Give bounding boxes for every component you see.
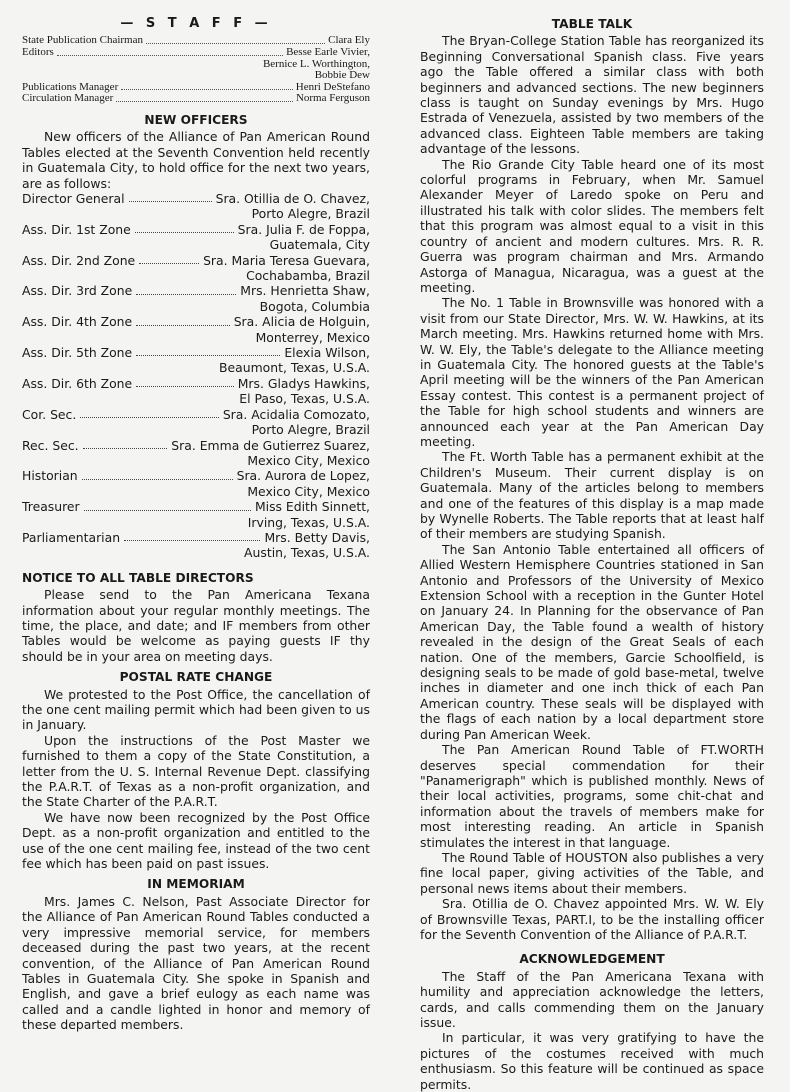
staff-label: Editors — [22, 46, 54, 58]
officer-location: Porto Alegre, Brazil — [251, 206, 370, 222]
leader-dots — [129, 201, 212, 202]
staff-label: Circulation Manager — [22, 92, 114, 105]
officer-row — [22, 314, 370, 329]
leader-dots — [146, 43, 325, 44]
officer-name: Mrs. Gladys Hawkins, — [237, 375, 370, 391]
right-column — [420, 0, 764, 1092]
staff-label: State Publication Chairman — [22, 34, 143, 47]
officer-office: Ass. Dir. 3rd Zone — [22, 283, 133, 299]
leader-dots — [116, 101, 293, 102]
table-talk-paragraph: The No. 1 Table in Brownsville was honored with a visit from our State Director, Mrs. W. W. Hawkins, at its March meeting. Mrs. Hawkins returned home with Mrs. W. W. Ely, the Table's delegate to the Alliance meeting in Guatemala City. The honored guests at the Table's April meeting will be the winners of the Pan American Essay contest. This contest is a permanent project of the Table for high school students and winners are announced each year at the Pan American Day meeting. — [420, 295, 764, 449]
leader-dots — [84, 510, 251, 511]
officer-location: Porto Alegre, Brazil — [251, 422, 370, 438]
officer-row — [22, 438, 370, 453]
new-officers-intro: New officers of the Alliance of Pan American Round Tables elected at the Seventh Convention held recently in Guatemala City, to hold office for the next two years, are as follows: — [22, 129, 370, 191]
table-talk-paragraph: The Bryan-College Station Table has reorganized its Beginning Conversational Spanish class. Five years ago the Table offered a similar class with both beginners and advanced sections. The new beginners class is taught on Sunday evenings by Mrs. Hugo Estrada of Venezuela, assisted by two members of the advanced class. Eighteen Table members are taking advantage of the lessons. — [420, 33, 764, 157]
officer-office: Ass. Dir. 5th Zone — [22, 345, 133, 361]
officer-name: Sra. Julia F. de Foppa, — [237, 221, 370, 237]
table-talk-paragraph: The Rio Grande City Table heard one of its most colorful programs in February, when Mr. Samuel Alexander Meyer of Laredo spoke on Peru and illustrated his talk with color slides. The members felt that this program was almost equal to a visit in this country of ancient and modern cultures. Mrs. R. R. Guerra was program chairman and Mrs. Armando Astorga of Managua, Nicaragua, was a guest at the meeting. — [420, 156, 764, 295]
officer-office: Cor. Sec. — [22, 406, 77, 422]
officer-name: Sra. Acidalia Comozato, — [222, 406, 370, 422]
officer-office: Ass. Dir. 4th Zone — [22, 314, 133, 330]
leader-dots — [136, 355, 280, 356]
officer-location: Austin, Texas, U.S.A. — [244, 545, 370, 561]
officer-row — [22, 499, 370, 514]
notice-text: Please send to the Pan Americana Texana information about your regular monthly meetings. The time, the place, and date; and IF members from other Tables would be welcome as paying guests IF thy should be in your area on meeting days. — [22, 587, 370, 664]
staff-block — [22, 35, 370, 105]
officer-row — [22, 253, 370, 268]
acknowledgement-paragraph: The Staff of the Pan Americana Texana with humility and appreciation acknowledge the letters, cards, and calls commending them on the January issue. — [420, 968, 764, 1030]
staff-row — [22, 47, 370, 59]
postal-paragraph: We have now been recognized by the Post Office Dept. as a non-profit organization and entitled to the use of the one cent mailing fee, instead of the two cent fee which has been paid on past issues. — [22, 809, 370, 872]
table-talk-paragraph: Sra. Otillia de O. Chavez appointed Mrs. W. W. Ely of Brownsville Texas, PART.I, to be the installing officer for the Seventh Convention of the Alliance of P.A.R.T. — [420, 896, 764, 942]
officer-row — [22, 376, 370, 391]
officer-name: Mrs. Betty Davis, — [264, 529, 370, 545]
staff-label: Publications Manager — [22, 80, 119, 93]
table-talk-heading: TABLE TALK — [551, 17, 633, 31]
officer-name: Elexia Wilson, — [284, 345, 370, 361]
officer-location: Monterrey, Mexico — [255, 329, 370, 345]
staff-extra-name: Bernice L. Worthington, — [262, 57, 370, 70]
staff-heading: — S T A F F — — [120, 16, 272, 31]
officer-office: Parliamentarian — [22, 529, 121, 545]
table-talk-paragraph: The San Antonio Table entertained all officers of Allied Western Hemisphere Countries stationed in San Antonio and Professors of the University of Mexico Extension School with a reception in the Gunter Hotel on January 24. In Planning for the observance of Pan American Day, the Table found a wealth of history revealed in the design of the Great Seals of each nation. One of the members, Garcie Schoolfield, is designing seals to be made of gold base-metal, twelve inches in diameter and one inch thick of each Pan American country. These seals will be displayed with the flags of each nation by a local department store during Pan American Week. — [420, 541, 764, 742]
table-talk-paragraph: The Pan American Round Table of FT.WORTH deserves special commendation for their "Panamerigraph" which is published monthly. News of their local activities, programs, some chit-chat and information about the travels of members make for most interesting reading. An article in Spanish stimulates the interest in that language. — [420, 742, 764, 850]
officer-row — [22, 530, 370, 545]
officer-location: Beaumont, Texas, U.S.A. — [219, 360, 370, 376]
officer-name: Sra. Maria Teresa Guevara, — [203, 252, 370, 268]
notice-heading: NOTICE TO ALL TABLE DIRECTORS — [22, 570, 254, 585]
officer-name: Sra. Aurora de Lopez, — [236, 468, 370, 484]
officer-location: El Paso, Texas, U.S.A. — [239, 391, 370, 407]
officer-office: Rec. Sec. — [22, 437, 79, 453]
leader-dots — [80, 417, 219, 418]
leader-dots — [82, 479, 233, 480]
postal-paragraph: We protested to the Post Office, the cancellation of the one cent mailing permit which had been given to us in January. — [22, 686, 370, 733]
memoriam-text: Mrs. James C. Nelson, Past Associate Director for the Alliance of Pan American Round Tables conducted a very impressive memorial service, for members deceased during the past two years, at the recent convention, of the Alliance of Pan American Round Tables in Guatemala City. She spoke in Spanish and English, and gave a brief eulogy as each name was called and a candle lighted in honor and memory of these departed members. — [22, 893, 370, 1033]
left-column — [22, 0, 370, 1033]
officer-name: Sra. Emma de Gutierrez Suarez, — [171, 437, 370, 453]
leader-dots — [136, 386, 234, 387]
memoriam-heading: IN MEMORIAM — [147, 877, 245, 892]
officer-name: Mrs. Henrietta Shaw, — [240, 283, 370, 299]
officer-office: Historian — [22, 468, 78, 484]
officer-location: Mexico City, Mexico — [247, 452, 370, 468]
officer-row — [22, 468, 370, 483]
staff-row — [22, 93, 370, 105]
staff-name: Norma Ferguson — [295, 92, 370, 105]
postal-heading: POSTAL RATE CHANGE — [119, 670, 273, 685]
leader-dots — [124, 540, 260, 541]
leader-dots — [136, 294, 236, 295]
leader-dots — [83, 448, 168, 449]
officer-office: Treasurer — [22, 499, 80, 515]
officer-office: Ass. Dir. 6th Zone — [22, 375, 133, 391]
leader-dots — [136, 325, 230, 326]
officers-list — [22, 191, 370, 561]
acknowledgement-paragraph: In particular, it was very gratifying to have the pictures of the costumes received with much enthusiasm. So this feature will be continued as space permits. — [420, 1030, 764, 1092]
officer-row — [22, 283, 370, 298]
officer-row — [22, 407, 370, 422]
staff-extra-name: Bobbie Dew — [314, 69, 370, 82]
staff-name: Clara Ely — [328, 34, 370, 47]
new-officers-heading: NEW OFFICERS — [144, 112, 248, 127]
officer-office: Ass. Dir. 2nd Zone — [22, 252, 136, 268]
staff-name: Henri DeStefano — [295, 80, 370, 93]
leader-dots — [121, 89, 293, 90]
officer-location: Guatemala, City — [269, 237, 370, 253]
officer-office: Ass. Dir. 1st Zone — [22, 221, 131, 237]
officer-location: Cochabamba, Brazil — [246, 268, 370, 284]
leader-dots — [57, 55, 283, 56]
officer-row — [22, 345, 370, 360]
table-talk-paragraph: The Ft. Worth Table has a permanent exhibit at the Children's Museum. Their current display is on Guatemala. Many of the articles belong to members and one of the features of this display is a map made by Wynelle Roberts. The Table reports that at least half of their members are studying Spanish. — [420, 449, 764, 542]
staff-name: Besse Earle Vivier, — [286, 46, 370, 58]
leader-dots — [139, 263, 199, 264]
officer-location: Mexico City, Mexico — [247, 483, 370, 499]
officer-name: Miss Edith Sinnett, — [254, 499, 370, 515]
officer-location: Irving, Texas, U.S.A. — [247, 514, 370, 530]
leader-dots — [135, 232, 234, 233]
officer-row — [22, 222, 370, 237]
postal-paragraph: Upon the instructions of the Post Master we furnished to them a copy of the State Constitution, a letter from the U. S. Internal Revenue Dept. classifying the P.A.R.T. of Texas as a non-profit organization, and the State Charter of the P.A.R.T. — [22, 732, 370, 810]
officer-row — [22, 191, 370, 206]
officer-name: Sra. Alicia de Holguin, — [233, 314, 370, 330]
officer-location: Bogota, Columbia — [259, 298, 370, 314]
officer-office: Director General — [22, 191, 125, 206]
acknowledgement-heading: ACKNOWLEDGEMENT — [519, 952, 665, 967]
officer-name: Sra. Otillia de O. Chavez, — [215, 191, 370, 206]
table-talk-paragraph: The Round Table of HOUSTON also publishes a very fine local paper, giving activities of the Table, and personal news items about their members. — [420, 849, 764, 896]
